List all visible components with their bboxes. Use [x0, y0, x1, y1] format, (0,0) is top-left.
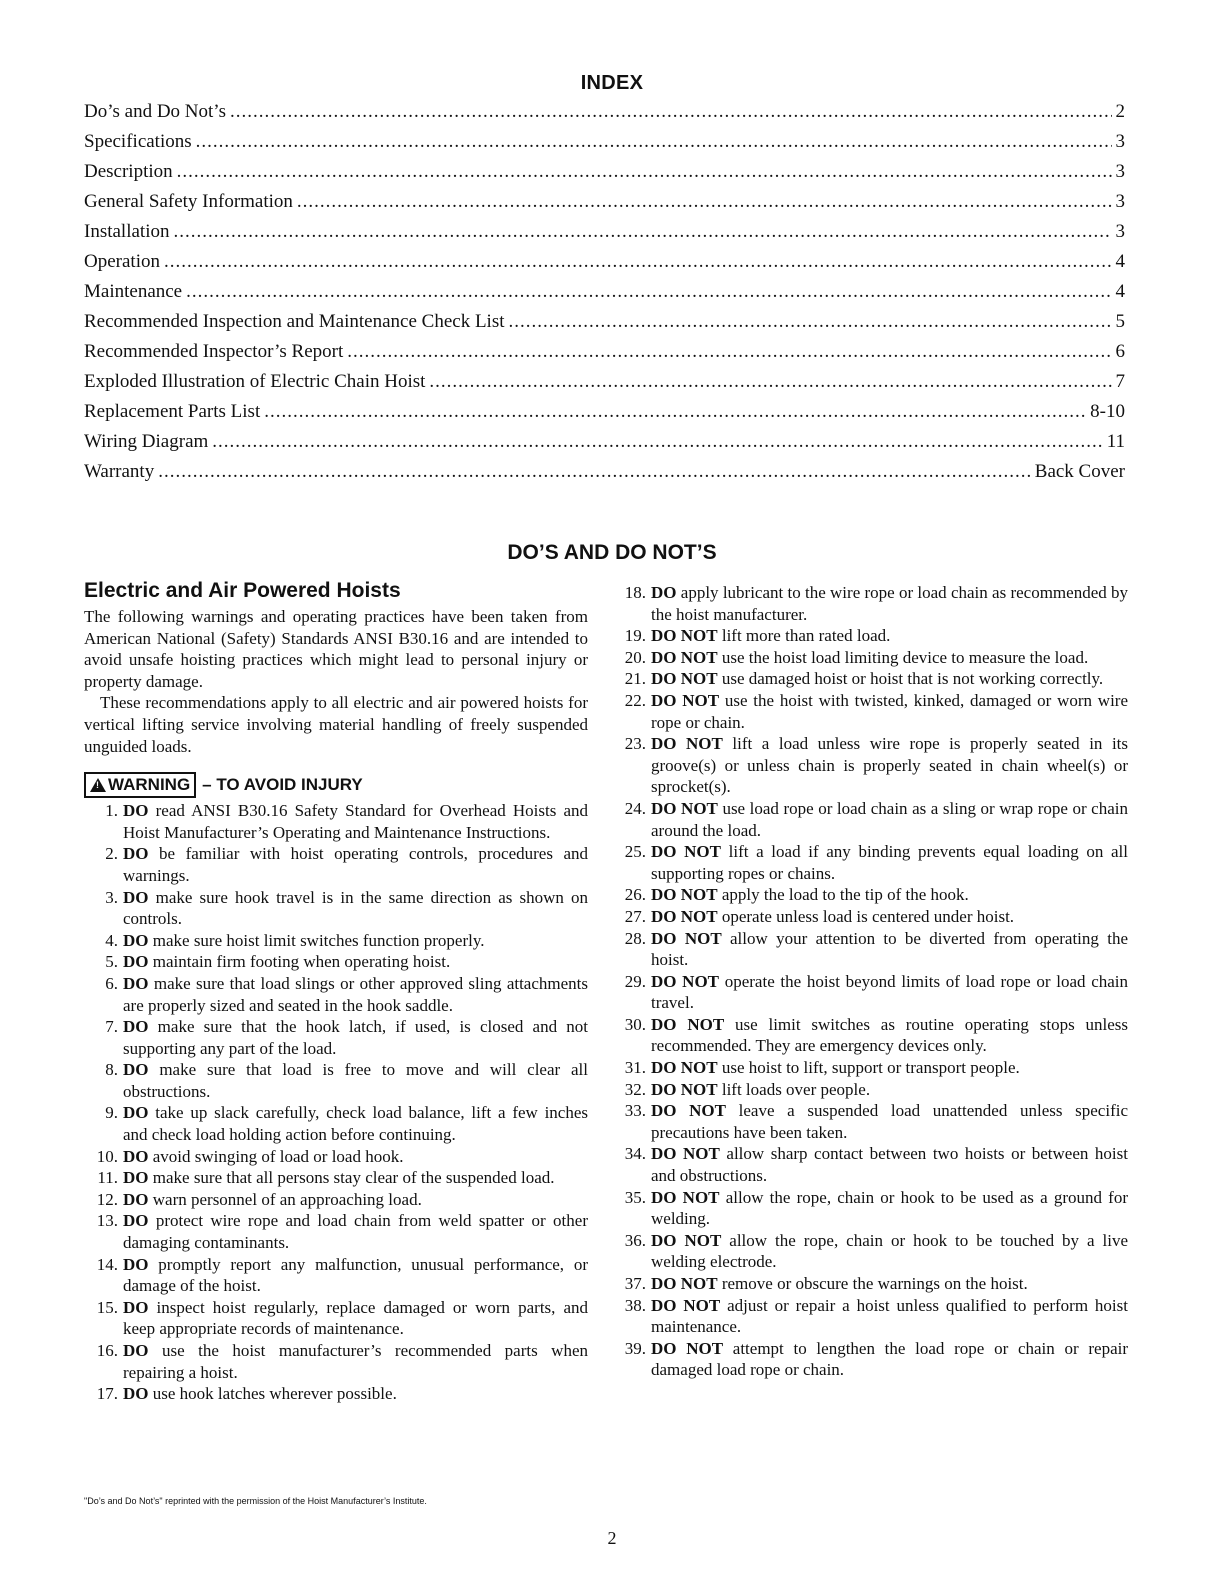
rule-text: allow the rope, chain or hook to be used as a ground for welding. — [651, 1187, 1129, 1229]
index-entry — [84, 431, 1125, 461]
rule-keyword: DO — [651, 583, 677, 602]
rule-item — [612, 647, 1128, 669]
rules-list-right — [612, 582, 1128, 1381]
index-entry — [84, 281, 1125, 311]
rule-item — [612, 625, 1128, 647]
rule-keyword: DO NOT — [651, 1187, 720, 1207]
index-entry-label: Description — [84, 161, 173, 182]
rule-item — [84, 1167, 588, 1189]
intro-paragraph-2: These recommendations apply to all electric and air powered hoists for vertical lifting service involving material handling of freely suspended unguided loads. — [84, 693, 588, 756]
rule-body — [123, 1146, 588, 1168]
rule-text: apply the load to the tip of the hook. — [721, 885, 969, 905]
rule-keyword: DO NOT — [651, 690, 720, 710]
index-entry — [84, 341, 1125, 371]
rule-keyword: DO — [123, 1103, 149, 1123]
rule-keyword: DO NOT — [651, 1338, 724, 1358]
rule-number: 1. — [105, 801, 118, 821]
index-entry-page: 3 — [1115, 161, 1125, 182]
rule-keyword: DO NOT — [651, 1274, 718, 1293]
index-entry-page: 3 — [1115, 221, 1125, 242]
rule-text: protect wire rope and load chain from weld spatter or other damaging contaminants. — [123, 1211, 588, 1253]
rule-keyword: DO NOT — [651, 1144, 720, 1164]
index-entry — [84, 131, 1125, 161]
intro-paragraph-1: The following warnings and operating practices have been taken from American National (Safety) Standards ANSI B30.16 and are intended to avoid unsafe hoisting practices which might lead to personal injury or property damage. — [84, 607, 588, 691]
rule-body — [651, 1100, 1128, 1143]
dos-donts-title: DO’S AND DO NOT’S — [507, 541, 717, 564]
rule-number: 10. — [96, 1146, 118, 1166]
rule-keyword: DO NOT — [651, 928, 722, 948]
rule-keyword: DO NOT — [651, 669, 718, 689]
rule-keyword: DO NOT — [651, 734, 723, 754]
rule-item — [612, 1187, 1128, 1230]
rule-keyword: DO — [123, 973, 149, 993]
rule-text: allow the rope, chain or hook to be touched by a live welding electrode. — [651, 1230, 1128, 1272]
rule-number: 38. — [624, 1295, 646, 1315]
rule-item — [84, 1189, 588, 1211]
rule-text: use hoist to lift, support or transport people. — [721, 1058, 1020, 1078]
rule-number: 36. — [624, 1230, 646, 1250]
index-entry — [84, 311, 1125, 341]
rule-keyword: DO — [123, 952, 149, 972]
rule-keyword: DO NOT — [651, 1058, 718, 1078]
rule-text: promptly report any malfunction, unusual performance, or damage of the hoist. — [123, 1254, 589, 1296]
index-leader-dots — [158, 461, 1031, 483]
rule-body — [123, 930, 588, 952]
rule-item — [84, 1254, 588, 1297]
rule-item — [612, 1295, 1128, 1338]
rule-number: 18. — [624, 583, 646, 602]
rule-text: allow sharp contact between two hoists or between hoist and obstructions. — [651, 1144, 1128, 1186]
rule-body — [651, 625, 1128, 647]
rule-keyword: DO NOT — [651, 842, 721, 862]
index-entry-page: 3 — [1115, 191, 1125, 212]
rule-item — [612, 733, 1128, 798]
rule-number: 7. — [105, 1017, 118, 1037]
index-leader-dots — [509, 311, 1112, 333]
index-leader-dots — [230, 101, 1112, 123]
rule-text: operate the hoist beyond limits of load rope or load chain travel. — [651, 971, 1129, 1013]
rule-body — [651, 1295, 1128, 1338]
rule-number: 11. — [97, 1168, 118, 1188]
index-leader-dots — [177, 161, 1112, 183]
rule-item — [612, 1338, 1128, 1381]
rule-item — [612, 1057, 1128, 1079]
rule-text: make sure that load slings or other approved sling attachments are properly sized and seated in the hook saddle. — [123, 973, 589, 1015]
rule-text: take up slack carefully, check load balance, lift a few inches and check load holding action before continuing. — [123, 1103, 588, 1145]
rule-text: use the hoist with twisted, kinked, damaged or worn wire rope or chain. — [651, 690, 1128, 732]
rule-text: operate unless load is centered under hoist. — [721, 906, 1015, 926]
index-entry-page: 4 — [1115, 251, 1125, 272]
rule-body — [123, 1059, 588, 1102]
rule-text: use hook latches wherever possible. — [152, 1384, 397, 1404]
rule-text: inspect hoist regularly, replace damaged or worn parts, and keep appropriate records of maintenance. — [123, 1297, 588, 1339]
rule-body — [651, 1273, 1128, 1295]
rule-text: lift more than rated load. — [721, 626, 891, 646]
rule-text: avoid swinging of load or load hook. — [152, 1146, 404, 1166]
rule-number: 20. — [624, 647, 646, 667]
rule-text: use the hoist load limiting device to measure the load. — [721, 647, 1089, 667]
index-entry-page: 3 — [1115, 131, 1125, 152]
rule-text: read ANSI B30.16 Safety Standard for Overhead Hoists and Hoist Manufacturer’s Operating and Maintenance Instructions. — [123, 801, 589, 842]
rule-keyword: DO — [123, 844, 149, 864]
rule-body — [651, 798, 1128, 841]
rule-keyword: DO NOT — [651, 1230, 722, 1250]
rule-number: 28. — [624, 928, 646, 948]
rule-item — [612, 1230, 1128, 1273]
rule-number: 31. — [624, 1058, 646, 1078]
rule-item — [612, 1079, 1128, 1101]
rule-body — [651, 690, 1128, 733]
index-entry — [84, 461, 1125, 491]
index-entry — [84, 401, 1125, 431]
rule-body — [651, 582, 1128, 625]
warning-subtext: – TO AVOID INJURY — [202, 775, 363, 795]
rule-body — [123, 951, 588, 973]
rule-body — [651, 1143, 1128, 1186]
rule-text: leave a suspended load unattended unless specific precautions have been taken. — [651, 1101, 1129, 1142]
rule-body — [123, 1102, 588, 1145]
rule-text: be familiar with hoist operating controls, procedures and warnings. — [123, 844, 589, 885]
rule-item — [612, 971, 1128, 1014]
rule-text: maintain firm footing when operating hoist. — [152, 952, 451, 972]
rule-body — [123, 843, 588, 886]
rule-body — [651, 971, 1128, 1014]
rule-text: apply lubricant to the wire rope or load chain as recommended by the hoist manufacturer. — [651, 583, 1129, 624]
rule-number: 5. — [105, 952, 118, 972]
index-leader-dots — [347, 341, 1111, 363]
index-leader-dots — [212, 431, 1102, 453]
rule-body — [651, 906, 1128, 928]
index-entry-label: Warranty — [84, 461, 155, 482]
rule-number: 22. — [624, 690, 646, 710]
rule-number: 25. — [624, 842, 646, 862]
rule-text: lift a load unless wire rope is properly seated in its groove(s) or unless chain is properly seated in chain wheel(s) or sprocket(s). — [651, 734, 1129, 797]
page-number: 2 — [607, 1528, 617, 1548]
index-entry-label: Recommended Inspector’s Report — [84, 341, 344, 362]
rule-body — [651, 668, 1128, 690]
rule-number: 13. — [96, 1211, 118, 1231]
index-entry-label: Do’s and Do Not’s — [84, 101, 226, 122]
index-entry-label: Exploded Illustration of Electric Chain Hoist — [84, 371, 426, 392]
index-entry-label: Wiring Diagram — [84, 431, 209, 452]
rule-body — [123, 800, 588, 843]
rule-text: adjust or repair a hoist unless qualified to perform hoist maintenance. — [651, 1295, 1128, 1337]
rule-number: 35. — [624, 1187, 646, 1207]
index-entry-label: Specifications — [84, 131, 192, 152]
rule-item — [84, 1210, 588, 1253]
rule-number: 6. — [105, 973, 118, 993]
rule-text: make sure that all persons stay clear of the suspended load. — [152, 1168, 555, 1188]
rule-item — [84, 1102, 588, 1145]
rule-keyword: DO NOT — [651, 626, 718, 646]
rule-keyword: DO — [123, 1254, 149, 1274]
index-entry — [84, 191, 1125, 221]
rule-number: 21. — [624, 669, 646, 689]
rule-item — [612, 1143, 1128, 1186]
rule-body — [123, 887, 588, 930]
rule-number: 32. — [624, 1079, 646, 1099]
rule-keyword: DO NOT — [651, 647, 718, 667]
rule-text: warn personnel of an approaching load. — [152, 1189, 422, 1209]
index-entry-label: Maintenance — [84, 281, 183, 302]
rule-number: 17. — [96, 1384, 118, 1404]
section-subtitle: Electric and Air Powered Hoists — [84, 579, 401, 602]
rule-keyword: DO — [123, 1168, 149, 1188]
warning-badge — [84, 772, 196, 798]
rule-keyword: DO NOT — [651, 1295, 721, 1315]
rule-number: 23. — [624, 734, 646, 754]
rule-keyword: DO — [123, 1297, 149, 1317]
rule-keyword: DO NOT — [651, 1101, 726, 1121]
rule-item — [612, 884, 1128, 906]
rule-body — [651, 1187, 1128, 1230]
rule-item — [84, 1016, 588, 1059]
rule-item — [84, 951, 588, 973]
rule-body — [123, 1254, 588, 1297]
index-entry — [84, 161, 1125, 191]
rule-body — [651, 1338, 1128, 1381]
rule-item — [84, 930, 588, 952]
rule-item — [84, 1383, 588, 1405]
rule-keyword: DO NOT — [651, 798, 718, 818]
rule-body — [123, 1189, 588, 1211]
rule-number: 4. — [105, 930, 118, 950]
rule-item — [612, 841, 1128, 884]
index-leader-dots — [186, 281, 1111, 303]
intro-text — [84, 606, 588, 757]
index-entry-page: 4 — [1115, 281, 1125, 302]
index-entry-page: 5 — [1115, 311, 1125, 332]
rule-number: 33. — [624, 1101, 646, 1121]
rule-text: remove or obscure the warnings on the hoist. — [721, 1274, 1028, 1293]
rule-keyword: DO NOT — [651, 1079, 718, 1099]
rule-number: 39. — [624, 1338, 646, 1358]
rule-keyword: DO — [123, 930, 149, 950]
index-entry-label: General Safety Information — [84, 191, 293, 212]
rule-number: 30. — [624, 1014, 646, 1034]
rule-number: 29. — [624, 971, 646, 991]
rule-item — [612, 1273, 1128, 1295]
rule-body — [651, 1057, 1128, 1079]
index-leader-dots — [297, 191, 1112, 213]
index-entry-page: 11 — [1106, 431, 1125, 452]
warning-heading — [84, 772, 588, 798]
rule-keyword: DO — [123, 887, 149, 907]
rule-number: 2. — [105, 844, 118, 864]
rule-text: lift a load if any binding prevents equal loading on all supporting ropes or chains. — [651, 842, 1128, 883]
rule-item — [612, 668, 1128, 690]
rule-number: 34. — [624, 1144, 646, 1164]
rule-item — [84, 887, 588, 930]
rule-keyword: DO — [123, 1146, 149, 1166]
index-entry-label: Recommended Inspection and Maintenance Check List — [84, 311, 505, 332]
index-leader-dots — [264, 401, 1086, 423]
index-entry — [84, 101, 1125, 131]
index-entry-page: 7 — [1115, 371, 1125, 392]
footnote: "Do’s and Do Not’s" reprinted with the permission of the Hoist Manufacturer’s Institute. — [84, 1496, 427, 1506]
rule-keyword: DO NOT — [651, 1014, 725, 1034]
rule-keyword: DO — [123, 1211, 149, 1231]
rule-body — [651, 1079, 1128, 1101]
index-entry-label: Operation — [84, 251, 160, 272]
rule-body — [651, 647, 1128, 669]
rule-item — [84, 1340, 588, 1383]
rule-keyword: DO NOT — [651, 906, 718, 926]
index-leader-dots — [429, 371, 1111, 393]
rule-item — [612, 798, 1128, 841]
rule-keyword: DO — [123, 1017, 149, 1037]
rule-number: 16. — [96, 1341, 118, 1360]
index-entry — [84, 371, 1125, 401]
rule-item — [84, 843, 588, 886]
rule-keyword: DO NOT — [651, 885, 718, 905]
index-entry-page: 6 — [1115, 341, 1125, 362]
rule-body — [123, 973, 588, 1016]
rule-text: make sure hoist limit switches function properly. — [152, 930, 485, 950]
rule-item — [612, 582, 1128, 625]
rule-item — [84, 1297, 588, 1340]
rule-number: 24. — [624, 798, 646, 818]
rule-number: 15. — [96, 1297, 118, 1317]
rule-item — [84, 800, 588, 843]
index-entry-page: Back Cover — [1034, 461, 1125, 482]
right-column — [612, 582, 1128, 1381]
rule-text: make sure that load is free to move and will clear all obstructions. — [123, 1060, 588, 1101]
index-entry — [84, 251, 1125, 281]
warning-triangle-icon — [90, 778, 106, 792]
rule-text: attempt to lengthen the load rope or chain or repair damaged load rope or chain. — [651, 1338, 1128, 1380]
rule-keyword: DO — [123, 1384, 149, 1404]
rule-item — [612, 906, 1128, 928]
rule-text: allow your attention to be diverted from operating the hoist. — [651, 928, 1128, 970]
rule-item — [612, 690, 1128, 733]
rule-body — [123, 1340, 588, 1383]
rule-item — [612, 1014, 1128, 1057]
rule-number: 3. — [105, 887, 118, 907]
index-entry-label: Installation — [84, 221, 170, 242]
rule-body — [123, 1297, 588, 1340]
rule-body — [651, 1014, 1128, 1057]
rule-number: 12. — [96, 1189, 118, 1209]
rule-number: 26. — [624, 885, 646, 905]
rule-number: 27. — [624, 906, 646, 926]
rule-body — [651, 884, 1128, 906]
rules-list-left — [84, 800, 588, 1405]
rule-text: make sure hook travel is in the same direction as shown on controls. — [123, 887, 588, 929]
rule-item — [84, 973, 588, 1016]
rule-text: use the hoist manufacturer’s recommended parts when repairing a hoist. — [123, 1341, 588, 1382]
index-leader-dots — [173, 221, 1111, 243]
rule-text: make sure that the hook latch, if used, is closed and not supporting any part of the load. — [123, 1017, 588, 1058]
rule-body — [123, 1016, 588, 1059]
rule-number: 9. — [105, 1103, 118, 1123]
rule-text: lift loads over people. — [721, 1079, 871, 1099]
rule-body — [651, 928, 1128, 971]
rule-body — [651, 733, 1128, 798]
rule-keyword: DO — [123, 801, 149, 821]
rule-item — [612, 1100, 1128, 1143]
rule-number: 8. — [105, 1060, 118, 1080]
rule-body — [123, 1167, 588, 1189]
rule-keyword: DO — [123, 1060, 149, 1080]
rule-body — [123, 1210, 588, 1253]
rule-keyword: DO — [123, 1341, 149, 1360]
rule-text: use limit switches as routine operating stops unless recommended. They are emergency devices only. — [651, 1014, 1129, 1056]
left-column — [84, 578, 588, 1405]
index-leader-dots — [164, 251, 1112, 273]
warning-label: WARNING — [108, 775, 191, 795]
rule-keyword: DO — [123, 1189, 149, 1209]
rule-body — [651, 1230, 1128, 1273]
rule-body — [651, 841, 1128, 884]
index-entry-label: Replacement Parts List — [84, 401, 261, 422]
rule-keyword: DO NOT — [651, 971, 720, 991]
index-entry-page: 8-10 — [1090, 401, 1125, 422]
index-leader-dots — [196, 131, 1112, 153]
rule-number: 37. — [624, 1274, 646, 1293]
rule-item — [612, 928, 1128, 971]
rule-text: use damaged hoist or hoist that is not working correctly. — [721, 669, 1104, 689]
rule-body — [123, 1383, 588, 1405]
rule-item — [84, 1059, 588, 1102]
index-title: INDEX — [580, 72, 644, 94]
rule-number: 19. — [624, 626, 646, 646]
index-entry-page: 2 — [1115, 101, 1125, 122]
rule-number: 14. — [96, 1254, 118, 1274]
index-list — [84, 101, 1125, 491]
index-entry — [84, 221, 1125, 251]
rule-item — [84, 1146, 588, 1168]
rule-text: use load rope or load chain as a sling or wrap rope or chain around the load. — [651, 798, 1128, 840]
